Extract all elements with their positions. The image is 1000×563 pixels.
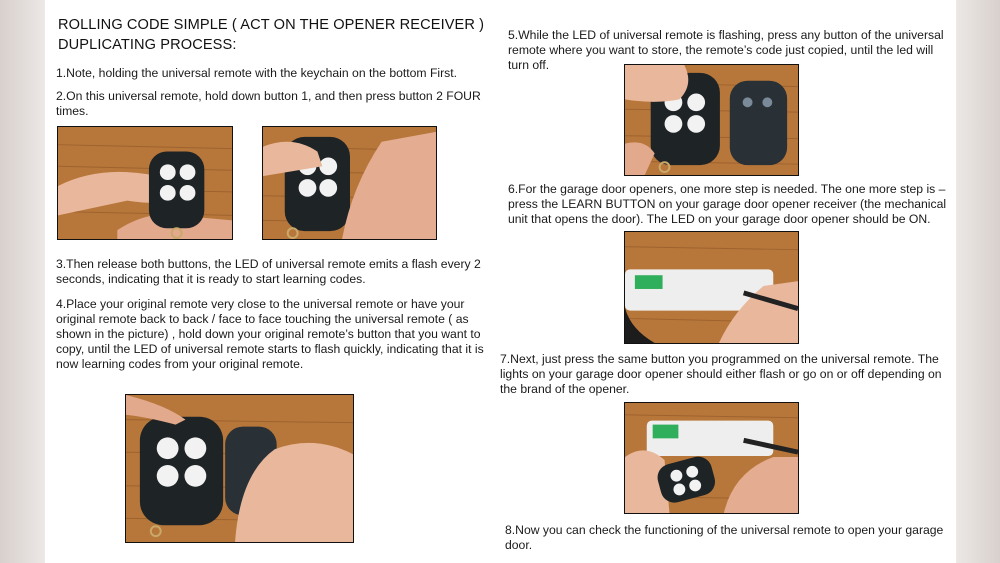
photo-press-buttons-1 [57, 126, 233, 240]
background-right [956, 0, 1000, 563]
background-left [0, 0, 45, 563]
photo-press-buttons-2 [262, 126, 437, 240]
step-2-text: 2.On this universal remote, hold down button 1, and then press button 2 FOUR times. [56, 89, 481, 118]
photo-press-buttons-2-image [263, 127, 436, 239]
photo-press-buttons-1-image [58, 127, 232, 239]
photo-learn-button [624, 231, 799, 344]
photo-store-code-image [625, 65, 798, 175]
step-5-text: 5.While the LED of universal remote is flashing, press any button of the universal remote where you want to store, the remote’s code just copied, until the led will turn off. [508, 28, 944, 72]
page-title: ROLLING CODE SIMPLE ( ACT ON THE OPENER RECEIVER ) DUPLICATING PROCESS: [58, 17, 485, 53]
photo-remotes-face-to-face [125, 394, 354, 543]
photo-learn-button-image [625, 232, 798, 343]
step-3-text: 3.Then release both buttons, the LED of universal remote emits a flash every 2 seconds, indicating that it is ready to start learning codes. [56, 257, 481, 286]
step-8-text: 8.Now you can check the functioning of the universal remote to open your garage door. [505, 523, 944, 552]
photo-store-code [624, 64, 799, 176]
step-4-text: 4.Place your original remote very close to the universal remote or have your original remote back to back / face to face touching the universal remote ( as shown in the picture) , hold down your original remote’s button that you want to copy, until the LED of universal remote starts to flash quickly, indicating that it is now learning codes from your original remote. [56, 297, 484, 371]
photo-press-programmed-button-image [625, 403, 798, 513]
step-7-text: 7.Next, just press the same button you programmed on the universal remote. The lights on your garage door opener should either flash or go on or off depending on the brand of the opener. [500, 352, 942, 396]
photo-press-programmed-button [624, 402, 799, 514]
step-1-text: 1.Note, holding the universal remote with the keychain on the bottom First. [56, 66, 458, 80]
photo-remotes-face-to-face-image [126, 395, 353, 542]
step-6-text: 6.For the garage door openers, one more step is needed. The one more step is – press the LEARN BUTTON on your garage door opener receiver (the mechanical unit that opens the door). The LED on your garage door opener should be ON. [508, 182, 947, 226]
